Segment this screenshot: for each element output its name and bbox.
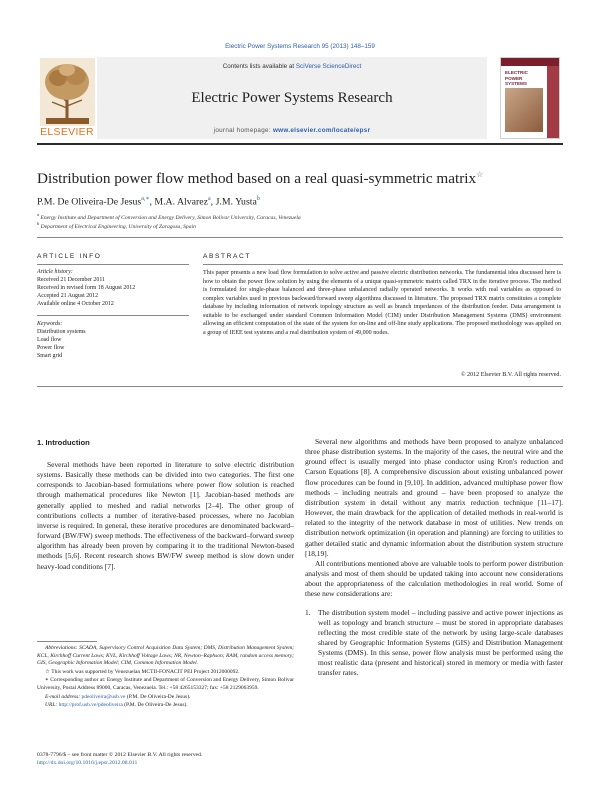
cover-band — [501, 58, 559, 66]
cover-side-band — [547, 66, 559, 138]
footnote-email — [37, 694, 294, 702]
affiliation-b — [37, 221, 563, 230]
footnotes — [37, 645, 294, 711]
doi-link[interactable]: http://dx.doi.org/10.1016/j.epsr.2012.08.011 — [37, 760, 138, 766]
author-url-link[interactable]: http://prof.usb.ve/pdeoliveira — [58, 702, 123, 709]
list-item — [305, 608, 563, 679]
section-heading-introduction: 1. Introduction — [37, 438, 90, 447]
article-info-rule — [37, 264, 189, 265]
footnote-abbreviations: Abbreviations: SCADA, Supervisory Control Acquisition Data System; DMS, Distribution Management System; KCL, Kirchhoff Current Laws; KVL, Kirchhoff Voltage Laws; NR, Newton–Raphson; RAM, random access memory; GIS, Geographic Information Model; CIM, Common Information Model. — [37, 645, 294, 667]
affiliation-mark: a — [37, 212, 39, 217]
author-affil-mark[interactable]: b — [256, 196, 260, 202]
title-divider — [37, 237, 563, 238]
article-title-text: Distribution power flow method based on a real quasi-symmetric matrix — [37, 170, 477, 188]
abstract-rule — [203, 264, 563, 265]
history-item: Available online 4 October 2012 — [37, 301, 114, 307]
journal-name: Electric Power Systems Research — [191, 90, 393, 106]
author-name: P.M. De Oliveira-De Jesus — [37, 196, 142, 208]
footnote-corresponding: ∗ Corresponding author at: Energy Institute and Department of Conversion and Energy Delivery, Simon Bolivar University, Postal Address 89000, Caracas, Venezuela. Tel.: +58 4265153327; fax: +58 2129063959. — [37, 677, 294, 691]
issn-line: 0378-7796/$ – see front matter © 2012 Elsevier B.V. All rights reserved. — [37, 752, 203, 758]
affiliation-text: Department of Electrical Engineering, University of Zaragoza, Spain — [40, 223, 196, 230]
journal-cover-thumbnail[interactable] — [500, 57, 560, 139]
author-name: M.A. Alvarez — [154, 196, 208, 208]
abstract-text: This paper presents a new load flow formulation to solve active and passive electric distribution networks. The fundamental idea discussed here is how to obtain the power flow solution by using the elements of a unique quasi-symmetric matrix called TRX in the iterative process. The method is formulated for single-phase balanced and three-phase unbalanced radially operated networks. It works with real variables as opposed to complex variables used in previous backward/forward sweep algorithms discussed in literature. The proposed TRX matrix constitutes a complete database by including information of network topology structure as well as branch impedances of the distribution feeder. Data arrangement is suitable to be exchanged under standard Common Information Model (CIM) under Distribution Management Systems (DMS) environment allowing an efficient computation of the state of the system for on-line and off-line study applications. The proposed methodology was applied on a group of IEEE test systems and a real distribution system of 49,000 nodes. — [203, 270, 561, 336]
author-name: J.M. Yusta — [215, 196, 257, 208]
keywords — [37, 320, 187, 360]
body-paragraph: Several methods have been reported in literature to solve electric distribution systems. Basically these methods can be divided into two categories. The first one corresponds to Jacobian-based formulations where power flow solution is reached through mathematical procedures like Newton [1]. Jacobian-based methods are generally applied to meshed and radial networks [2–4]. The other group of contributions collects a number of iterative-based processes, where no Jacobian inverse is required. In general, these iterative procedures are denominated backward–forward (BW/FW) sweep methods. The effectiveness of the backward–forward sweep algorithm has already been proven by comparing it to the traditional Newton-based methods [5,6]. Recent research shows BW/FW sweep method is slow down under heavy-load conditions [7]. — [37, 460, 294, 571]
page-footer — [37, 751, 337, 767]
footnote-funding: ☆ This work was supported by Venezuelan MCTII-FONACIT PEI Project 2012000092. — [45, 668, 240, 675]
email-suffix: (P.M. De Oliveira-De Jesus). — [125, 693, 191, 700]
footnote-rule — [37, 641, 97, 642]
list-item-text: The distribution system model – including passive and active power injections as well as topology and branch structure – must be stored in appropriate databases reflecting the most credible state of the network by using large-scale databases shared by Geographic Information Systems (GIS) and Distribution Management Systems (DMS). In this sense, power flow analysis must be performed using the most realistic data (present and historical) stored in memory or media with faster transfer rates. — [318, 607, 563, 678]
sciencedirect-link[interactable]: SciVerse ScienceDirect — [295, 63, 362, 70]
keyword: Distribution systems — [37, 329, 86, 335]
keywords-rule — [37, 315, 189, 316]
history-item: Received in revised form 18 August 2012 — [37, 285, 136, 291]
history-item: Received 21 December 2011 — [37, 277, 105, 283]
keyword: Load flow — [37, 337, 62, 343]
keyword: Smart grid — [37, 353, 63, 359]
email-link[interactable]: pdeoliveira@usb.ve — [81, 693, 126, 700]
header-rule — [37, 143, 563, 145]
url-suffix: (P.M. De Oliveira-De Jesus). — [122, 702, 188, 709]
affiliation-a — [37, 212, 563, 221]
author-separator: , — [210, 196, 216, 208]
history-label: Article history: — [37, 269, 73, 275]
footnote-url — [37, 702, 294, 710]
body-column-left — [37, 460, 294, 572]
journal-homepage — [97, 127, 487, 134]
author-separator: , — [149, 196, 155, 208]
article-info-heading: ARTICLE INFO — [37, 253, 102, 260]
publisher-name: ELSEVIER — [40, 126, 94, 138]
journal-citation[interactable]: Electric Power Systems Research 95 (2013) 148–159 — [225, 43, 375, 50]
list-item-number: 1. — [305, 607, 311, 617]
email-label: E-mail address: — [45, 693, 82, 700]
author-list — [37, 195, 563, 207]
keyword: Power flow — [37, 345, 65, 351]
affiliation-text: Energy Institute and Department of Conversion and Energy Delivery, Simon Bolivar University, Caracas, Venezuela — [40, 214, 301, 221]
body-paragraph: Several new algorithms and methods have been proposed to analyze unbalanced three phase distribution systems. In the majority of the cases, the neutral wire and the ground effect is usually merged into phase conductor using Kron's reduction and Carson Equations [8]. A comprehensive discussion about existing unbalanced power flow procedures can be found in [9,10]. In addition, advanced multiphase power flow methods – including neutrals and ground – have been proposed to analyze the distribution system in detail without any matrix reduction technique [11–17]. However, the main drawback for the application of detailed methods in real-world is related to the integrity of the network database in most of utilities. New trends on distribution network optimization (in operation and planning) are forcing to utilities to gather detailed static and dynamic information about the distribution system structure [18,19]. — [305, 437, 563, 558]
abstract-copyright: © 2012 Elsevier B.V. All rights reserved. — [460, 372, 561, 378]
url-label: URL: — [45, 702, 59, 709]
contents-prefix: Contents lists available at — [222, 63, 296, 70]
author-affil-mark[interactable]: a — [207, 196, 211, 202]
abstract-bottom-rule — [37, 386, 563, 387]
abstract-heading: ABSTRACT — [203, 253, 251, 260]
history-item: Accepted 21 August 2012 — [37, 293, 99, 299]
homepage-link[interactable]: www.elsevier.com/locate/epsr — [272, 127, 371, 134]
cover-title: ELECTRIC POWER SYSTEMS — [505, 70, 528, 86]
homepage-prefix: journal homepage: — [213, 127, 273, 134]
author-affil-mark[interactable]: a,∗ — [141, 196, 150, 202]
article-title — [37, 170, 563, 188]
affiliation-mark: b — [37, 221, 40, 226]
contents-line — [97, 63, 487, 70]
body-paragraph: All contributions mentioned above are valuable tools to perform power distribution analysis and most of them should be updated taking into account new considerations about the appropriateness of the calculation methodologies in real world. Some of these new considerations are: — [305, 558, 563, 599]
cover-image — [505, 88, 543, 132]
article-history — [37, 268, 187, 308]
body-column-right — [305, 437, 563, 679]
keywords-label: Keywords: — [37, 321, 63, 327]
title-footnote-mark[interactable]: ☆ — [476, 170, 484, 179]
